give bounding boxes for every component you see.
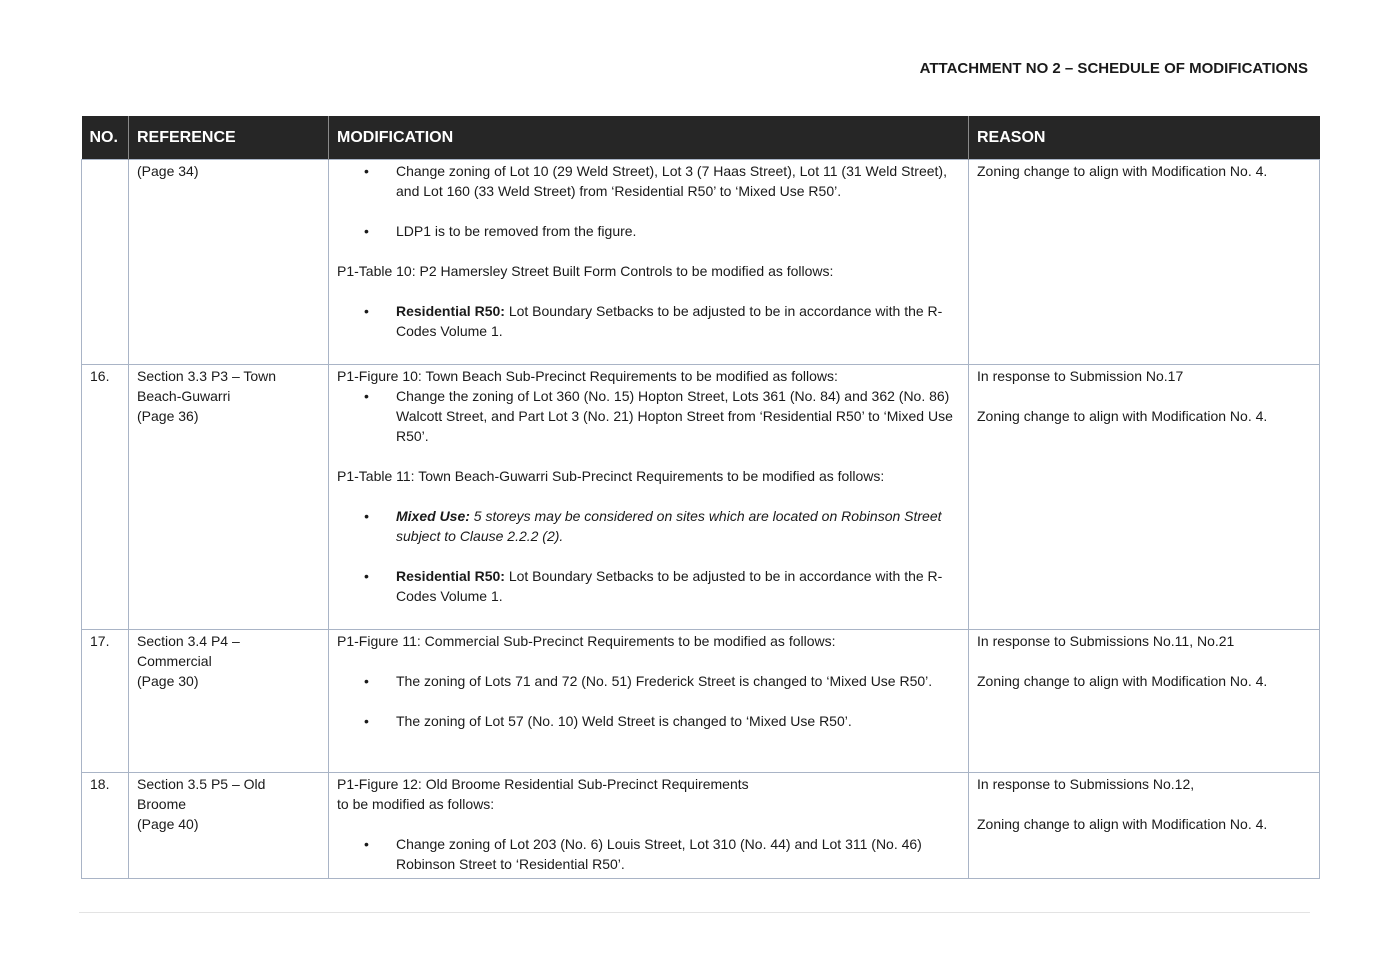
table-row bbox=[82, 160, 1320, 365]
modification-intro: P1-Figure 10: Town Beach Sub-Precinct Requirements to be modified as follows: bbox=[337, 368, 838, 384]
schedule-of-modifications-table bbox=[81, 116, 1320, 879]
cell-reason bbox=[969, 365, 1320, 630]
reference-line: Beach-Guwarri bbox=[137, 388, 231, 404]
cell-no bbox=[82, 160, 129, 365]
reason-line: In response to Submissions No.12, bbox=[977, 776, 1195, 792]
reason-line: In response to Submissions No.11, No.21 bbox=[977, 633, 1235, 649]
modification-bullets bbox=[337, 671, 960, 731]
cell-reference bbox=[129, 773, 329, 879]
cell-reference bbox=[129, 365, 329, 630]
reason-line: Zoning change to align with Modification No. 4. bbox=[977, 673, 1268, 689]
list-item bbox=[337, 301, 960, 341]
cell-reference bbox=[129, 160, 329, 365]
bullet-label: Mixed Use: bbox=[396, 508, 470, 524]
bullet-label: Residential R50: bbox=[396, 303, 505, 319]
list-item bbox=[337, 566, 960, 606]
cell-no: 18. bbox=[82, 773, 129, 879]
cell-modification bbox=[329, 630, 969, 773]
list-item: • Change the zoning of Lot 360 (No. 15) Hopton Street, Lots 361 (No. 84) and 362 (No. 86) Walcott Street, and Part Lot 3 (No. 21) Hopton Street from ‘Residential R50’ to ‘Mixed Use R50’. bbox=[337, 386, 960, 446]
cell-modification bbox=[329, 160, 969, 365]
reference-line: Broome bbox=[137, 796, 187, 812]
modification-bullets bbox=[337, 301, 960, 341]
modification-intro: P1-Figure 12: Old Broome Residential Sub-Precinct Requirements bbox=[337, 776, 749, 792]
reason-line: Zoning change to align with Modification No. 4. bbox=[977, 163, 1268, 179]
reference-line: Commercial bbox=[137, 653, 212, 669]
column-header-reference: REFERENCE bbox=[129, 116, 329, 160]
modification-bullets bbox=[337, 506, 960, 606]
reference-line: (Page 36) bbox=[137, 408, 199, 424]
cell-reason bbox=[969, 160, 1320, 365]
cell-reason bbox=[969, 773, 1320, 879]
cell-reason bbox=[969, 630, 1320, 773]
bullet-text: Lot Boundary Setbacks to be adjusted to be in accordance with the R-Codes Volume 1. bbox=[396, 303, 943, 339]
bullet-label: Residential R50: bbox=[396, 568, 505, 584]
table-row bbox=[82, 365, 1320, 630]
list-item: • The zoning of Lots 71 and 72 (No. 51) Frederick Street is changed to ‘Mixed Use R50’. bbox=[337, 671, 960, 691]
list-item bbox=[337, 506, 960, 546]
modification-bullets bbox=[337, 161, 960, 241]
modification-bullets bbox=[337, 386, 960, 446]
reference-line: Section 3.5 P5 – Old bbox=[137, 776, 266, 792]
reference-line: (Page 40) bbox=[137, 816, 199, 832]
table-header-row bbox=[82, 116, 1320, 160]
reference-line: (Page 30) bbox=[137, 673, 199, 689]
table-row bbox=[82, 630, 1320, 773]
reference-line: (Page 34) bbox=[137, 163, 199, 179]
footer-divider bbox=[79, 912, 1310, 913]
list-item: • LDP1 is to be removed from the figure. bbox=[337, 221, 960, 241]
list-item: • Change zoning of Lot 10 (29 Weld Street), Lot 3 (7 Haas Street), Lot 11 (31 Weld Street), and Lot 160 (33 Weld Street) from ‘Residential R50’ to ‘Mixed Use R50’. bbox=[337, 161, 960, 201]
cell-reference bbox=[129, 630, 329, 773]
list-item: • The zoning of Lot 57 (No. 10) Weld Street is changed to ‘Mixed Use R50’. bbox=[337, 711, 960, 731]
table-row bbox=[82, 773, 1320, 879]
column-header-modification: MODIFICATION bbox=[329, 116, 969, 160]
cell-modification bbox=[329, 365, 969, 630]
reason-line: Zoning change to align with Modification No. 4. bbox=[977, 408, 1268, 424]
cell-no: 17. bbox=[82, 630, 129, 773]
cell-modification bbox=[329, 773, 969, 879]
column-header-reason: REASON bbox=[969, 116, 1320, 160]
cell-no: 16. bbox=[82, 365, 129, 630]
bullet-text: 5 storeys may be considered on sites which are located on Robinson Street subject to Clause 2.2.2 (2). bbox=[396, 508, 942, 544]
reason-line: In response to Submission No.17 bbox=[977, 368, 1184, 384]
reason-line: Zoning change to align with Modification No. 4. bbox=[977, 816, 1268, 832]
modification-intro: P1-Table 10: P2 Hamersley Street Built Form Controls to be modified as follows: bbox=[337, 263, 834, 279]
column-header-no: NO. bbox=[82, 116, 129, 160]
modification-intro: P1-Figure 11: Commercial Sub-Precinct Requirements to be modified as follows: bbox=[337, 633, 836, 649]
modification-intro: P1-Table 11: Town Beach-Guwarri Sub-Precinct Requirements to be modified as follows: bbox=[337, 468, 885, 484]
page-title: ATTACHMENT NO 2 – SCHEDULE OF MODIFICATIONS bbox=[919, 60, 1308, 77]
reference-line: Section 3.3 P3 – Town bbox=[137, 368, 277, 384]
bullet-text: Lot Boundary Setbacks to be adjusted to be in accordance with the R-Codes Volume 1. bbox=[396, 568, 943, 604]
modification-intro: to be modified as follows: bbox=[337, 796, 495, 812]
reference-line: Section 3.4 P4 – bbox=[137, 633, 240, 649]
list-item: • Change zoning of Lot 203 (No. 6) Louis Street, Lot 310 (No. 44) and Lot 311 (No. 46) Robinson Street to ‘Residential R50’. bbox=[337, 834, 960, 874]
modification-bullets bbox=[337, 834, 960, 874]
